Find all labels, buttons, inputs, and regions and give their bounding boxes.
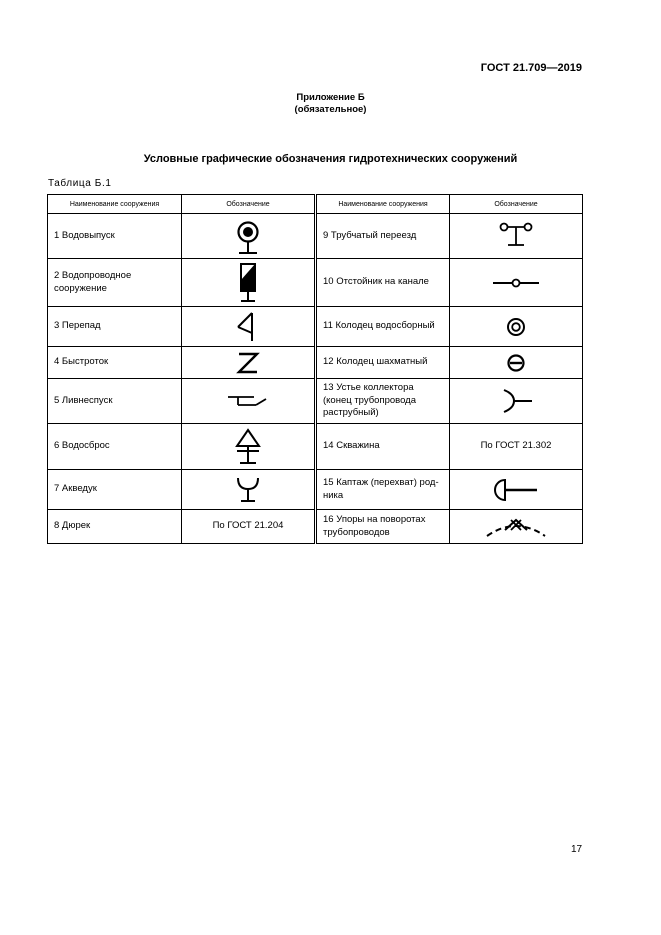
chute-symbol-icon: [235, 350, 261, 376]
symbol-cell: [182, 259, 316, 307]
row-name: 13 Устье коллектора: [323, 382, 414, 394]
section-title: Условные графические обозначения гидротехнических сооружений: [143, 153, 518, 165]
row-name: 4 Быстроток: [54, 356, 109, 368]
row-name-cell: [316, 347, 450, 379]
row-name: 14 Скважина: [323, 440, 380, 452]
row-name-continued: (конец трубопровода: [323, 394, 416, 406]
appendix-title: Приложение Б: [296, 92, 365, 103]
table-header-row: [48, 195, 583, 214]
table-row: [48, 214, 583, 259]
table-label: Таблица Б.1: [48, 178, 112, 189]
table-row: [48, 347, 583, 379]
row-name-cell: [48, 307, 182, 347]
symbol-cell: [182, 470, 316, 510]
row-name: 15 Каптаж (перехват) род-: [323, 477, 439, 488]
row-name-cell: [316, 470, 450, 510]
row-name: 11 Колодец водосборный: [323, 320, 435, 332]
column-header-name-left: Наименование сооружения: [48, 195, 182, 214]
pipe-crossing-symbol-icon: [496, 219, 536, 253]
shaft-well-symbol-icon: [505, 352, 527, 374]
row-name-cell: [316, 307, 450, 347]
row-name-continued: сооружение: [54, 282, 107, 294]
page-number: 17: [571, 844, 583, 855]
row-name-continued: раструбный): [323, 407, 379, 419]
spillway-symbol-icon: [232, 427, 264, 467]
table-row: [48, 424, 583, 470]
row-name-continued: трубопроводов: [323, 526, 390, 538]
row-name-cell: [316, 424, 450, 470]
appendix-subtitle: (обязательное): [294, 104, 367, 115]
symbol-cell: [450, 379, 583, 424]
symbol-cell: [182, 307, 316, 347]
row-name-cell: [48, 259, 182, 307]
aqueduct-symbol-icon: [234, 475, 262, 505]
symbol-cell: [450, 214, 583, 259]
row-name: 12 Колодец шахматный: [323, 356, 428, 368]
row-name-cell: [48, 510, 182, 544]
reference-text: По ГОСТ 21.302: [480, 440, 552, 452]
table-row: [48, 470, 583, 510]
row-name-cell: [48, 470, 182, 510]
row-name: 6 Водосброс: [54, 440, 110, 452]
collector-mouth-symbol-icon: [498, 386, 534, 416]
storm-outlet-symbol-icon: [226, 389, 270, 413]
row-name-cell: [316, 379, 450, 424]
table-row: [48, 259, 583, 307]
symbol-cell: [182, 424, 316, 470]
row-name-cell: [316, 510, 450, 544]
symbol-cell: [450, 510, 583, 544]
outlet-symbol-icon: [228, 216, 268, 256]
settling-tank-symbol-icon: [491, 273, 541, 293]
row-name-cell: [316, 259, 450, 307]
row-name-cell: [48, 214, 182, 259]
table-row: [48, 379, 583, 424]
reference-cell: [450, 424, 583, 470]
column-header-name-right: Наименование сооружения: [316, 195, 450, 214]
row-name-cell: [48, 379, 182, 424]
row-name: 5 Ливнеспуск: [54, 394, 113, 406]
reference-cell: [182, 510, 316, 544]
row-name-continued: ника: [323, 489, 344, 501]
symbol-cell: [450, 307, 583, 347]
symbol-cell: [182, 347, 316, 379]
table-row: [48, 307, 583, 347]
row-name: 2 Водопроводное: [54, 270, 132, 281]
document-code: ГОСТ 21.709—2019: [480, 62, 582, 74]
column-header-symbol-left: Обозначение: [182, 195, 316, 214]
symbol-cell: [450, 470, 583, 510]
collecting-well-symbol-icon: [504, 315, 528, 339]
reference-text: По ГОСТ 21.204: [212, 520, 284, 532]
table-row: [48, 510, 583, 544]
row-name-cell: [316, 214, 450, 259]
symbol-cell: [182, 214, 316, 259]
row-name: 1 Водовыпуск: [54, 229, 115, 241]
row-name: 9 Трубчатый переезд: [323, 229, 417, 241]
symbol-cell: [450, 347, 583, 379]
row-name: 16 Упоры на поворотах: [323, 514, 426, 525]
row-name: 7 Акведук: [54, 483, 97, 495]
symbol-cell: [450, 259, 583, 307]
symbols-table: [47, 194, 583, 544]
row-name: 10 Отстойник на канале: [323, 276, 429, 288]
symbol-cell: [182, 379, 316, 424]
row-name-cell: [48, 424, 182, 470]
spring-capture-symbol-icon: [491, 476, 541, 504]
row-name-cell: [48, 347, 182, 379]
row-name: 8 Дюрек: [54, 520, 91, 532]
drop-symbol-icon: [233, 310, 263, 344]
thrust-block-symbol-icon: [483, 514, 549, 540]
water-structure-symbol-icon: [233, 261, 263, 305]
row-name: 3 Перепад: [54, 320, 101, 332]
column-header-symbol-right: Обозначение: [450, 195, 583, 214]
